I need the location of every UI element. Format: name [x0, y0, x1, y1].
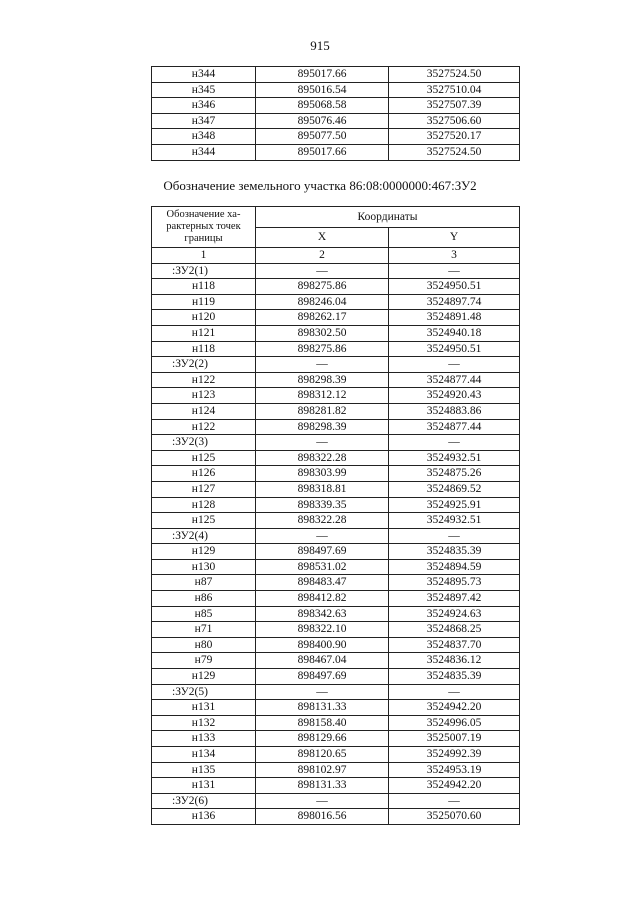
point-cell: н80 [152, 637, 256, 653]
main-table-header [152, 207, 520, 264]
table-row [152, 263, 520, 279]
table-row [152, 669, 520, 685]
table-row [152, 575, 520, 591]
y-cell: 3524925.91 [389, 497, 520, 513]
table-row [152, 762, 520, 778]
table-row [152, 809, 520, 825]
table-row [152, 591, 520, 607]
table-row [152, 513, 520, 529]
point-cell: :ЗУ2(3) [152, 435, 256, 451]
x-cell: 898129.66 [256, 731, 389, 747]
table-row [152, 622, 520, 638]
point-cell: н345 [152, 82, 256, 98]
point-cell: н129 [152, 669, 256, 685]
table-row [152, 559, 520, 575]
point-cell: н87 [152, 575, 256, 591]
table-row [152, 129, 520, 145]
table-row [152, 653, 520, 669]
x-cell: 895017.66 [256, 144, 389, 160]
table-row [152, 466, 520, 482]
table-row [152, 450, 520, 466]
table-row [152, 98, 520, 114]
x-cell: 895068.58 [256, 98, 389, 114]
point-cell: н348 [152, 129, 256, 145]
table-row [152, 715, 520, 731]
main-table-body [152, 263, 520, 824]
y-cell: — [389, 684, 520, 700]
table-row [152, 113, 520, 129]
table-row [152, 528, 520, 544]
table-row [152, 341, 520, 357]
y-cell: 3524891.48 [389, 310, 520, 326]
y-cell: 3524894.59 [389, 559, 520, 575]
y-cell: 3527507.39 [389, 98, 520, 114]
y-cell: — [389, 793, 520, 809]
point-cell: н129 [152, 544, 256, 560]
point-cell: н131 [152, 778, 256, 794]
y-cell: 3524897.42 [389, 591, 520, 607]
table-row [152, 481, 520, 497]
x-cell: 898158.40 [256, 715, 389, 731]
point-cell: н134 [152, 747, 256, 763]
y-cell: 3527510.04 [389, 82, 520, 98]
x-cell: 898497.69 [256, 544, 389, 560]
top-table-body [152, 67, 520, 161]
point-cell: н126 [152, 466, 256, 482]
y-cell: 3524942.20 [389, 778, 520, 794]
y-cell: 3527520.17 [389, 129, 520, 145]
table-row [152, 294, 520, 310]
point-cell: н127 [152, 481, 256, 497]
header-x: X [256, 227, 389, 248]
header-number-3: 3 [389, 248, 520, 264]
y-cell: 3524869.52 [389, 481, 520, 497]
table-row [152, 372, 520, 388]
x-cell: 898131.33 [256, 778, 389, 794]
header-number-1: 1 [152, 248, 256, 264]
y-cell: — [389, 435, 520, 451]
x-cell: — [256, 528, 389, 544]
point-cell: н120 [152, 310, 256, 326]
table-row [152, 637, 520, 653]
y-cell: 3524877.44 [389, 372, 520, 388]
x-cell: 898120.65 [256, 747, 389, 763]
header-number-2: 2 [256, 248, 389, 264]
point-cell: н125 [152, 450, 256, 466]
y-cell: 3524897.74 [389, 294, 520, 310]
table-row [152, 279, 520, 295]
x-cell: 895076.46 [256, 113, 389, 129]
x-cell: 898342.63 [256, 606, 389, 622]
point-cell: н123 [152, 388, 256, 404]
x-cell: 898275.86 [256, 279, 389, 295]
x-cell: 898303.99 [256, 466, 389, 482]
x-cell: 898016.56 [256, 809, 389, 825]
header-point-label: Обозначение ха-рактерных точек границы [152, 207, 256, 248]
y-cell: 3524837.70 [389, 637, 520, 653]
x-cell: — [256, 357, 389, 373]
x-cell: 898275.86 [256, 341, 389, 357]
x-cell: 898281.82 [256, 403, 389, 419]
point-cell: н118 [152, 341, 256, 357]
x-cell: 898302.50 [256, 325, 389, 341]
x-cell: 898318.81 [256, 481, 389, 497]
point-cell: н119 [152, 294, 256, 310]
point-cell: н122 [152, 372, 256, 388]
page-number: 915 [310, 38, 330, 53]
x-cell: 898246.04 [256, 294, 389, 310]
x-cell: 898322.10 [256, 622, 389, 638]
y-cell: 3524953.19 [389, 762, 520, 778]
point-cell: :ЗУ2(1) [152, 263, 256, 279]
table-row [152, 747, 520, 763]
table-row [152, 731, 520, 747]
x-cell: — [256, 793, 389, 809]
table-row [152, 419, 520, 435]
table-row [152, 606, 520, 622]
table-row [152, 544, 520, 560]
y-cell: 3524877.44 [389, 419, 520, 435]
y-cell: 3524950.51 [389, 279, 520, 295]
y-cell: 3525070.60 [389, 809, 520, 825]
y-cell: 3525007.19 [389, 731, 520, 747]
table-row [152, 82, 520, 98]
x-cell: 898131.33 [256, 700, 389, 716]
table-row [152, 357, 520, 373]
y-cell: 3524895.73 [389, 575, 520, 591]
point-cell: н85 [152, 606, 256, 622]
y-cell: 3524835.39 [389, 544, 520, 560]
y-cell: 3524883.86 [389, 403, 520, 419]
x-cell: — [256, 684, 389, 700]
x-cell: 898339.35 [256, 497, 389, 513]
x-cell: 898322.28 [256, 513, 389, 529]
point-cell: н135 [152, 762, 256, 778]
y-cell: 3527506.60 [389, 113, 520, 129]
x-cell: 898102.97 [256, 762, 389, 778]
y-cell: 3524932.51 [389, 450, 520, 466]
table-row [152, 435, 520, 451]
y-cell: 3524992.39 [389, 747, 520, 763]
x-cell: 895017.66 [256, 67, 389, 83]
table-row [152, 388, 520, 404]
point-cell: :ЗУ2(6) [152, 793, 256, 809]
point-cell: н136 [152, 809, 256, 825]
table-row [152, 793, 520, 809]
point-cell: н344 [152, 144, 256, 160]
y-cell: 3524942.20 [389, 700, 520, 716]
x-cell: 898497.69 [256, 669, 389, 685]
y-cell: 3524932.51 [389, 513, 520, 529]
point-cell: н347 [152, 113, 256, 129]
y-cell: — [389, 263, 520, 279]
y-cell: 3527524.50 [389, 144, 520, 160]
y-cell: 3524920.43 [389, 388, 520, 404]
table-row [152, 310, 520, 326]
x-cell: 898322.28 [256, 450, 389, 466]
x-cell: 898400.90 [256, 637, 389, 653]
y-cell: 3524950.51 [389, 341, 520, 357]
y-cell: — [389, 528, 520, 544]
y-cell: 3524924.63 [389, 606, 520, 622]
section-title: Обозначение земельного участка 86:08:0000000:467:ЗУ2 [163, 178, 477, 193]
point-cell: н125 [152, 513, 256, 529]
x-cell: 898412.82 [256, 591, 389, 607]
y-cell: 3524836.12 [389, 653, 520, 669]
point-cell: :ЗУ2(4) [152, 528, 256, 544]
point-cell: н71 [152, 622, 256, 638]
y-cell: 3524835.39 [389, 669, 520, 685]
x-cell: — [256, 435, 389, 451]
x-cell: 898298.39 [256, 419, 389, 435]
x-cell: 895077.50 [256, 129, 389, 145]
point-cell: н132 [152, 715, 256, 731]
point-cell: н79 [152, 653, 256, 669]
top-coordinates-table [151, 66, 520, 161]
table-row [152, 497, 520, 513]
y-cell: — [389, 357, 520, 373]
y-cell: 3524996.05 [389, 715, 520, 731]
point-cell: н128 [152, 497, 256, 513]
header-y: Y [389, 227, 520, 248]
main-coordinates-table [151, 206, 520, 825]
x-cell: — [256, 263, 389, 279]
point-cell: н130 [152, 559, 256, 575]
point-cell: н118 [152, 279, 256, 295]
point-cell: н344 [152, 67, 256, 83]
table-row [152, 325, 520, 341]
point-cell: н131 [152, 700, 256, 716]
point-cell: н122 [152, 419, 256, 435]
x-cell: 895016.54 [256, 82, 389, 98]
point-cell: :ЗУ2(5) [152, 684, 256, 700]
point-cell: :ЗУ2(2) [152, 357, 256, 373]
x-cell: 898483.47 [256, 575, 389, 591]
x-cell: 898262.17 [256, 310, 389, 326]
table-row [152, 700, 520, 716]
point-cell: н86 [152, 591, 256, 607]
y-cell: 3524868.25 [389, 622, 520, 638]
table-row [152, 403, 520, 419]
point-cell: н133 [152, 731, 256, 747]
y-cell: 3524875.26 [389, 466, 520, 482]
table-row [152, 684, 520, 700]
point-cell: н124 [152, 403, 256, 419]
table-row [152, 778, 520, 794]
y-cell: 3527524.50 [389, 67, 520, 83]
x-cell: 898467.04 [256, 653, 389, 669]
y-cell: 3524940.18 [389, 325, 520, 341]
x-cell: 898531.02 [256, 559, 389, 575]
x-cell: 898298.39 [256, 372, 389, 388]
header-coordinates: Координаты [256, 207, 520, 228]
point-cell: н346 [152, 98, 256, 114]
table-row [152, 144, 520, 160]
table-row [152, 67, 520, 83]
x-cell: 898312.12 [256, 388, 389, 404]
point-cell: н121 [152, 325, 256, 341]
